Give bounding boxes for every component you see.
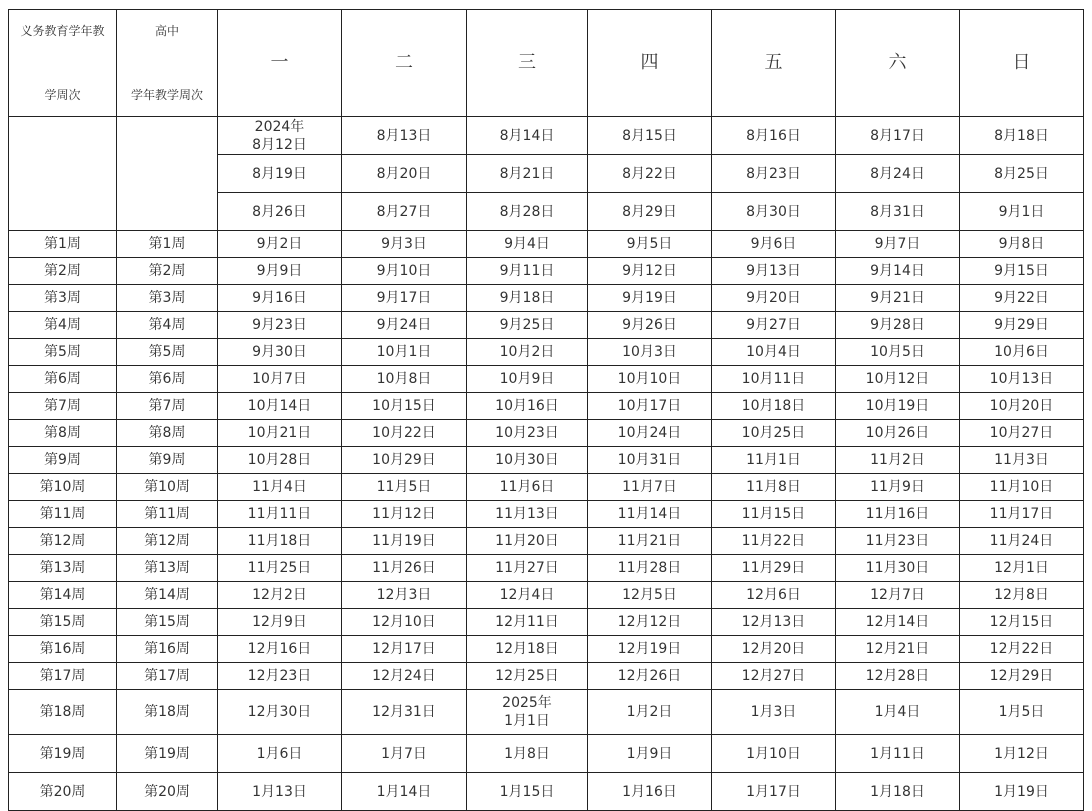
date-cell: 12月28日 bbox=[836, 663, 960, 690]
date-cell: 2025年 1月1日 bbox=[467, 690, 588, 735]
date-cell: 12月26日 bbox=[588, 663, 712, 690]
date-cell: 12月16日 bbox=[218, 636, 342, 663]
date-cell: 8月13日 bbox=[342, 117, 467, 155]
date-cell: 9月26日 bbox=[588, 312, 712, 339]
date-cell: 8月20日 bbox=[342, 155, 467, 193]
week-row bbox=[9, 258, 1084, 285]
compulsory-week-label: 第11周 bbox=[9, 501, 117, 528]
date-cell: 12月6日 bbox=[712, 582, 836, 609]
date-cell: 12月10日 bbox=[342, 609, 467, 636]
compulsory-week-label: 第1周 bbox=[9, 231, 117, 258]
date-cell: 10月17日 bbox=[588, 393, 712, 420]
date-cell: 1月10日 bbox=[712, 735, 836, 773]
date-cell: 10月15日 bbox=[342, 393, 467, 420]
week-row bbox=[9, 285, 1084, 312]
date-cell: 12月15日 bbox=[960, 609, 1084, 636]
date-cell: 8月28日 bbox=[467, 193, 588, 231]
compulsory-week-label: 第19周 bbox=[9, 735, 117, 773]
date-cell: 10月8日 bbox=[342, 366, 467, 393]
date-cell: 9月16日 bbox=[218, 285, 342, 312]
date-cell: 10月14日 bbox=[218, 393, 342, 420]
date-cell: 9月5日 bbox=[588, 231, 712, 258]
date-cell: 1月16日 bbox=[588, 773, 712, 811]
date-cell: 1月15日 bbox=[467, 773, 588, 811]
date-cell: 11月8日 bbox=[712, 474, 836, 501]
date-cell: 12月8日 bbox=[960, 582, 1084, 609]
date-cell: 9月28日 bbox=[836, 312, 960, 339]
date-cell: 1月19日 bbox=[960, 773, 1084, 811]
date-cell: 10月31日 bbox=[588, 447, 712, 474]
compulsory-week-header-line1: 义务教育学年教 bbox=[20, 24, 105, 38]
date-cell: 11月1日 bbox=[712, 447, 836, 474]
date-cell: 1月11日 bbox=[836, 735, 960, 773]
date-cell: 11月12日 bbox=[342, 501, 467, 528]
date-cell: 11月23日 bbox=[836, 528, 960, 555]
week-row bbox=[9, 231, 1084, 258]
week-row bbox=[9, 447, 1084, 474]
date-cell: 11月22日 bbox=[712, 528, 836, 555]
date-cell: 10月11日 bbox=[712, 366, 836, 393]
date-cell: 12月31日 bbox=[342, 690, 467, 735]
week-row bbox=[9, 312, 1084, 339]
week-row bbox=[9, 501, 1084, 528]
week-row bbox=[9, 393, 1084, 420]
date-cell: 10月19日 bbox=[836, 393, 960, 420]
week-row bbox=[9, 636, 1084, 663]
date-cell: 10月1日 bbox=[342, 339, 467, 366]
date-cell: 11月15日 bbox=[712, 501, 836, 528]
date-cell: 9月27日 bbox=[712, 312, 836, 339]
week-row bbox=[9, 690, 1084, 735]
date-cell: 11月11日 bbox=[218, 501, 342, 528]
date-cell: 11月26日 bbox=[342, 555, 467, 582]
date-cell: 9月22日 bbox=[960, 285, 1084, 312]
date-cell: 9月25日 bbox=[467, 312, 588, 339]
compulsory-week-label: 第13周 bbox=[9, 555, 117, 582]
highschool-week-label: 第9周 bbox=[117, 447, 218, 474]
day-header-wed: 三 bbox=[467, 10, 588, 117]
date-cell: 8月25日 bbox=[960, 155, 1084, 193]
compulsory-week-label: 第10周 bbox=[9, 474, 117, 501]
date-cell: 10月25日 bbox=[712, 420, 836, 447]
date-cell: 12月24日 bbox=[342, 663, 467, 690]
week-row bbox=[9, 474, 1084, 501]
highschool-week-header-line1: 高中 bbox=[154, 24, 179, 38]
date-cell: 11月21日 bbox=[588, 528, 712, 555]
compulsory-week-label: 第2周 bbox=[9, 258, 117, 285]
date-cell: 9月20日 bbox=[712, 285, 836, 312]
date-cell: 11月20日 bbox=[467, 528, 588, 555]
highschool-week-label: 第11周 bbox=[117, 501, 218, 528]
date-cell: 8月30日 bbox=[712, 193, 836, 231]
date-cell: 9月30日 bbox=[218, 339, 342, 366]
date-cell: 10月16日 bbox=[467, 393, 588, 420]
date-cell: 9月6日 bbox=[712, 231, 836, 258]
highschool-week-label: 第8周 bbox=[117, 420, 218, 447]
compulsory-week-label: 第17周 bbox=[9, 663, 117, 690]
date-cell: 11月29日 bbox=[712, 555, 836, 582]
date-cell: 10月3日 bbox=[588, 339, 712, 366]
date-cell: 11月17日 bbox=[960, 501, 1084, 528]
date-cell: 9月19日 bbox=[588, 285, 712, 312]
date-cell: 10月12日 bbox=[836, 366, 960, 393]
date-cell: 12月17日 bbox=[342, 636, 467, 663]
header-row bbox=[9, 10, 1084, 117]
date-cell: 1月18日 bbox=[836, 773, 960, 811]
week-row bbox=[9, 339, 1084, 366]
date-cell: 9月29日 bbox=[960, 312, 1084, 339]
highschool-week-label: 第13周 bbox=[117, 555, 218, 582]
date-cell: 10月6日 bbox=[960, 339, 1084, 366]
date-cell: 8月27日 bbox=[342, 193, 467, 231]
highschool-week-label: 第16周 bbox=[117, 636, 218, 663]
compulsory-week-label: 第16周 bbox=[9, 636, 117, 663]
date-cell: 9月15日 bbox=[960, 258, 1084, 285]
highschool-week-label: 第14周 bbox=[117, 582, 218, 609]
date-cell: 1月17日 bbox=[712, 773, 836, 811]
compulsory-week-label: 第14周 bbox=[9, 582, 117, 609]
compulsory-week-label: 第9周 bbox=[9, 447, 117, 474]
week-row bbox=[9, 609, 1084, 636]
date-cell: 1月4日 bbox=[836, 690, 960, 735]
date-cell: 9月24日 bbox=[342, 312, 467, 339]
date-cell: 12月22日 bbox=[960, 636, 1084, 663]
date-cell: 10月27日 bbox=[960, 420, 1084, 447]
date-cell: 10月4日 bbox=[712, 339, 836, 366]
date-cell: 8月26日 bbox=[218, 193, 342, 231]
week-row bbox=[9, 366, 1084, 393]
date-cell: 9月8日 bbox=[960, 231, 1084, 258]
date-cell: 10月2日 bbox=[467, 339, 588, 366]
date-cell: 10月20日 bbox=[960, 393, 1084, 420]
school-calendar-table bbox=[8, 9, 1084, 811]
date-cell: 11月25日 bbox=[218, 555, 342, 582]
date-cell: 9月10日 bbox=[342, 258, 467, 285]
date-cell: 9月4日 bbox=[467, 231, 588, 258]
date-cell: 9月7日 bbox=[836, 231, 960, 258]
highschool-week-header bbox=[117, 10, 218, 117]
highschool-week-label: 第18周 bbox=[117, 690, 218, 735]
highschool-week-header-line2: 学年教学周次 bbox=[130, 88, 203, 102]
date-cell: 8月14日 bbox=[467, 117, 588, 155]
date-cell: 11月2日 bbox=[836, 447, 960, 474]
compulsory-week-label: 第12周 bbox=[9, 528, 117, 555]
date-cell: 11月27日 bbox=[467, 555, 588, 582]
date-cell: 10月10日 bbox=[588, 366, 712, 393]
date-cell: 1月7日 bbox=[342, 735, 467, 773]
date-cell: 10月5日 bbox=[836, 339, 960, 366]
highschool-week-label: 第7周 bbox=[117, 393, 218, 420]
date-cell: 11月10日 bbox=[960, 474, 1084, 501]
date-cell: 9月21日 bbox=[836, 285, 960, 312]
date-cell: 12月14日 bbox=[836, 609, 960, 636]
date-cell: 12月5日 bbox=[588, 582, 712, 609]
compulsory-week-label: 第7周 bbox=[9, 393, 117, 420]
date-cell: 1月12日 bbox=[960, 735, 1084, 773]
day-header-mon: 一 bbox=[218, 10, 342, 117]
highschool-week-label: 第1周 bbox=[117, 231, 218, 258]
date-cell: 12月1日 bbox=[960, 555, 1084, 582]
date-cell: 9月18日 bbox=[467, 285, 588, 312]
date-cell: 11月7日 bbox=[588, 474, 712, 501]
compulsory-week-label: 第6周 bbox=[9, 366, 117, 393]
date-cell: 8月19日 bbox=[218, 155, 342, 193]
date-cell: 12月30日 bbox=[218, 690, 342, 735]
date-cell: 12月18日 bbox=[467, 636, 588, 663]
date-cell: 10月24日 bbox=[588, 420, 712, 447]
compulsory-week-label: 第18周 bbox=[9, 690, 117, 735]
date-cell: 11月19日 bbox=[342, 528, 467, 555]
highschool-week-label: 第5周 bbox=[117, 339, 218, 366]
date-cell: 8月29日 bbox=[588, 193, 712, 231]
date-cell: 12月13日 bbox=[712, 609, 836, 636]
date-cell: 8月21日 bbox=[467, 155, 588, 193]
date-cell: 10月22日 bbox=[342, 420, 467, 447]
date-cell: 8月24日 bbox=[836, 155, 960, 193]
date-cell: 1月13日 bbox=[218, 773, 342, 811]
date-cell: 12月27日 bbox=[712, 663, 836, 690]
date-cell: 11月30日 bbox=[836, 555, 960, 582]
date-cell: 12月21日 bbox=[836, 636, 960, 663]
compulsory-week-label: 第8周 bbox=[9, 420, 117, 447]
date-cell: 9月1日 bbox=[960, 193, 1084, 231]
date-cell: 11月4日 bbox=[218, 474, 342, 501]
date-cell: 9月9日 bbox=[218, 258, 342, 285]
date-cell: 11月3日 bbox=[960, 447, 1084, 474]
date-cell: 8月31日 bbox=[836, 193, 960, 231]
date-cell: 9月12日 bbox=[588, 258, 712, 285]
highschool-week-label: 第3周 bbox=[117, 285, 218, 312]
date-cell: 12月25日 bbox=[467, 663, 588, 690]
compulsory-week-empty-cell bbox=[9, 117, 117, 231]
date-cell: 9月17日 bbox=[342, 285, 467, 312]
week-row bbox=[9, 555, 1084, 582]
highschool-week-label: 第12周 bbox=[117, 528, 218, 555]
day-header-thu: 四 bbox=[588, 10, 712, 117]
date-cell: 11月24日 bbox=[960, 528, 1084, 555]
highschool-week-label: 第17周 bbox=[117, 663, 218, 690]
compulsory-week-label: 第20周 bbox=[9, 773, 117, 811]
date-cell: 10月30日 bbox=[467, 447, 588, 474]
date-cell: 10月13日 bbox=[960, 366, 1084, 393]
day-header-fri: 五 bbox=[712, 10, 836, 117]
date-cell: 11月9日 bbox=[836, 474, 960, 501]
highschool-week-label: 第10周 bbox=[117, 474, 218, 501]
day-header-sun: 日 bbox=[960, 10, 1084, 117]
highschool-week-label: 第15周 bbox=[117, 609, 218, 636]
compulsory-week-header-line2: 学周次 bbox=[44, 88, 81, 102]
date-cell: 10月9日 bbox=[467, 366, 588, 393]
date-cell: 1月5日 bbox=[960, 690, 1084, 735]
highschool-week-label: 第6周 bbox=[117, 366, 218, 393]
date-cell: 8月22日 bbox=[588, 155, 712, 193]
highschool-week-label: 第19周 bbox=[117, 735, 218, 773]
date-cell: 8月18日 bbox=[960, 117, 1084, 155]
date-cell: 12月12日 bbox=[588, 609, 712, 636]
day-header-tue: 二 bbox=[342, 10, 467, 117]
compulsory-week-label: 第15周 bbox=[9, 609, 117, 636]
highschool-week-label: 第2周 bbox=[117, 258, 218, 285]
date-cell: 12月19日 bbox=[588, 636, 712, 663]
date-cell: 10月29日 bbox=[342, 447, 467, 474]
date-cell: 12月11日 bbox=[467, 609, 588, 636]
compulsory-week-label: 第5周 bbox=[9, 339, 117, 366]
compulsory-week-label: 第3周 bbox=[9, 285, 117, 312]
date-cell: 11月13日 bbox=[467, 501, 588, 528]
week-row bbox=[9, 663, 1084, 690]
date-cell: 12月9日 bbox=[218, 609, 342, 636]
date-cell: 11月18日 bbox=[218, 528, 342, 555]
compulsory-week-label: 第4周 bbox=[9, 312, 117, 339]
week-row bbox=[9, 528, 1084, 555]
pre-week-row bbox=[9, 117, 1084, 155]
highschool-week-label: 第4周 bbox=[117, 312, 218, 339]
highschool-week-empty-cell bbox=[117, 117, 218, 231]
highschool-week-label: 第20周 bbox=[117, 773, 218, 811]
date-cell: 10月28日 bbox=[218, 447, 342, 474]
date-cell: 1月14日 bbox=[342, 773, 467, 811]
date-cell: 11月28日 bbox=[588, 555, 712, 582]
week-row bbox=[9, 582, 1084, 609]
date-cell: 9月11日 bbox=[467, 258, 588, 285]
date-cell: 12月3日 bbox=[342, 582, 467, 609]
week-row bbox=[9, 420, 1084, 447]
date-cell: 11月6日 bbox=[467, 474, 588, 501]
day-header-sat: 六 bbox=[836, 10, 960, 117]
date-cell: 2024年 8月12日 bbox=[218, 117, 342, 155]
date-cell: 8月23日 bbox=[712, 155, 836, 193]
date-cell: 1月2日 bbox=[588, 690, 712, 735]
week-row bbox=[9, 773, 1084, 811]
date-cell: 8月17日 bbox=[836, 117, 960, 155]
date-cell: 8月15日 bbox=[588, 117, 712, 155]
date-cell: 12月7日 bbox=[836, 582, 960, 609]
date-cell: 10月21日 bbox=[218, 420, 342, 447]
date-cell: 10月26日 bbox=[836, 420, 960, 447]
date-cell: 9月14日 bbox=[836, 258, 960, 285]
compulsory-week-header bbox=[9, 10, 117, 117]
date-cell: 11月5日 bbox=[342, 474, 467, 501]
date-cell: 1月3日 bbox=[712, 690, 836, 735]
date-cell: 12月4日 bbox=[467, 582, 588, 609]
date-cell: 12月23日 bbox=[218, 663, 342, 690]
date-cell: 1月8日 bbox=[467, 735, 588, 773]
date-cell: 8月16日 bbox=[712, 117, 836, 155]
date-cell: 10月23日 bbox=[467, 420, 588, 447]
date-cell: 12月2日 bbox=[218, 582, 342, 609]
date-cell: 12月20日 bbox=[712, 636, 836, 663]
week-row bbox=[9, 735, 1084, 773]
date-cell: 11月14日 bbox=[588, 501, 712, 528]
date-cell: 9月23日 bbox=[218, 312, 342, 339]
date-cell: 1月6日 bbox=[218, 735, 342, 773]
date-cell: 9月2日 bbox=[218, 231, 342, 258]
date-cell: 9月3日 bbox=[342, 231, 467, 258]
date-cell: 10月18日 bbox=[712, 393, 836, 420]
date-cell: 10月7日 bbox=[218, 366, 342, 393]
date-cell: 12月29日 bbox=[960, 663, 1084, 690]
date-cell: 9月13日 bbox=[712, 258, 836, 285]
date-cell: 1月9日 bbox=[588, 735, 712, 773]
date-cell: 11月16日 bbox=[836, 501, 960, 528]
